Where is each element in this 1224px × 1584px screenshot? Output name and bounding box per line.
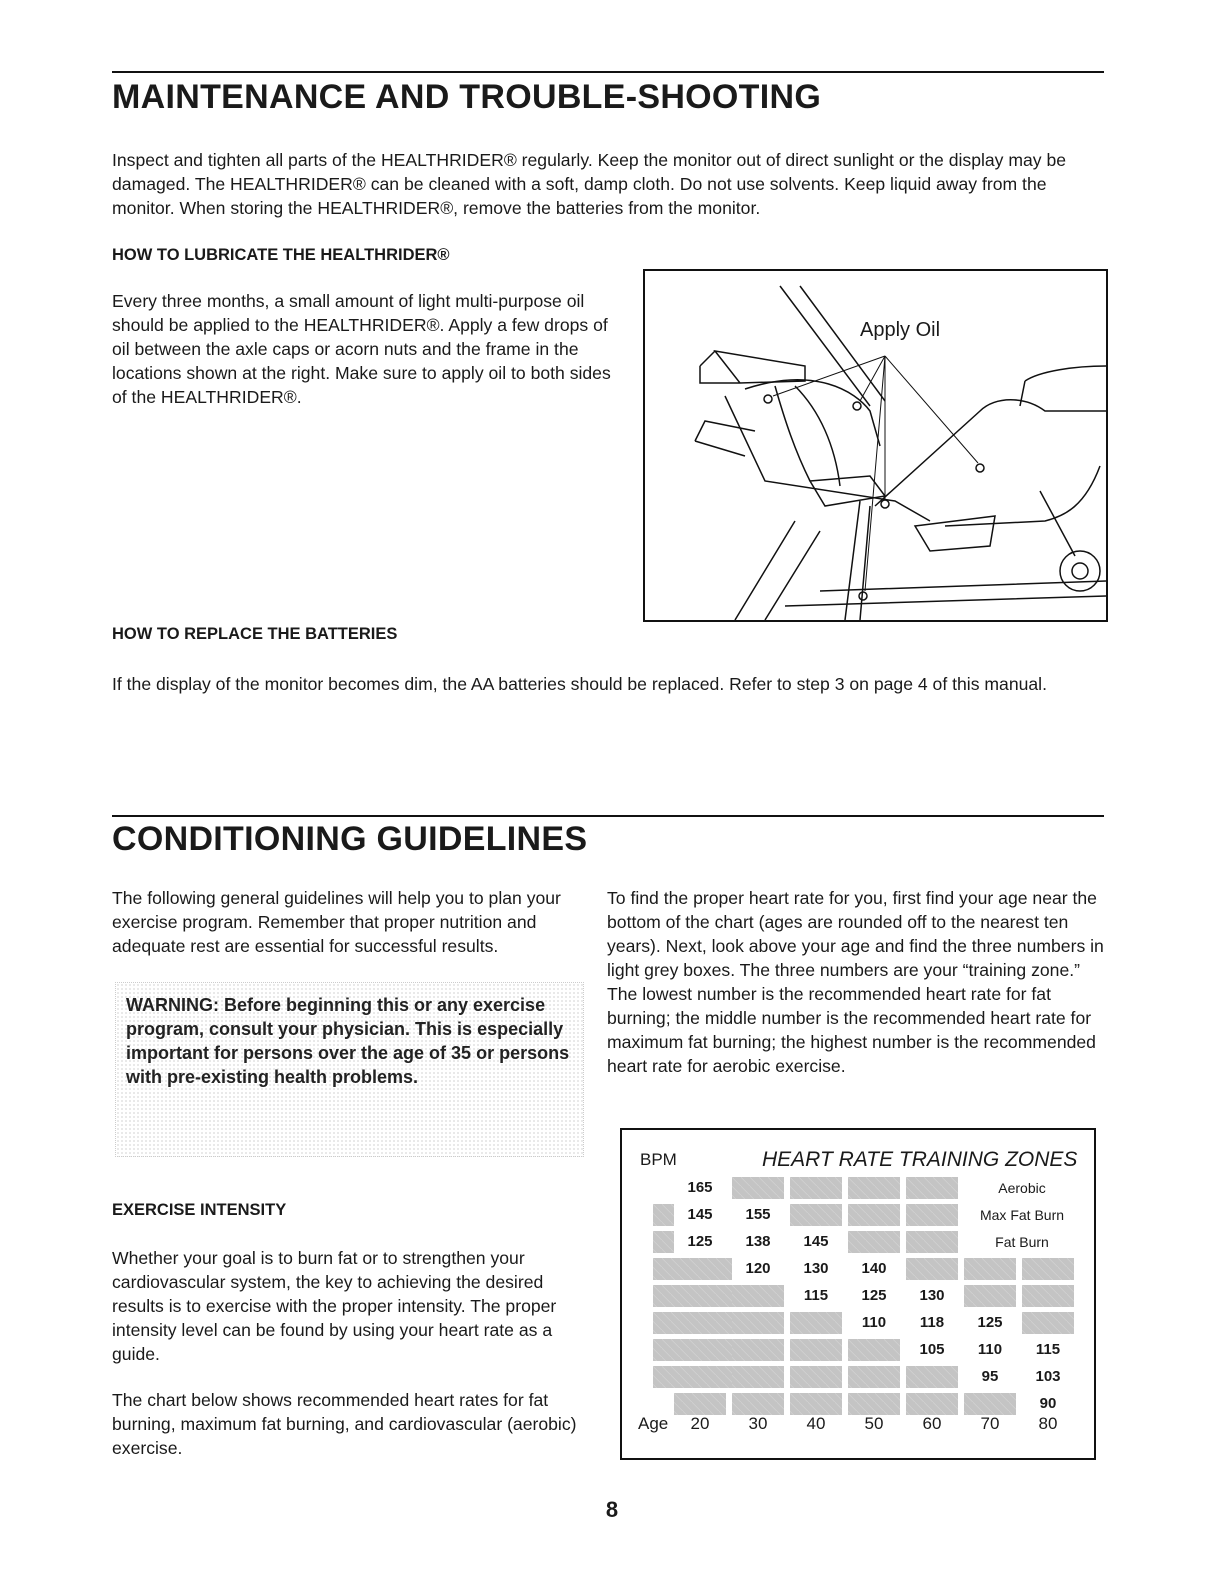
grey-cell (653, 1312, 732, 1334)
heart-rate-value: 138 (745, 1233, 771, 1250)
heart-rate-value: 115 (1035, 1341, 1061, 1358)
page-number: 8 (605, 1497, 619, 1522)
grey-cell (848, 1231, 900, 1253)
grey-cell (1022, 1312, 1074, 1334)
grey-cell (964, 1393, 1016, 1415)
intensity-heading: EXERCISE INTENSITY (112, 1201, 287, 1219)
grey-cell (848, 1366, 900, 1388)
batteries-text: If the display of the monitor becomes dim, the AA batteries should be replaced. Refer to step 3 on page 4 of this manual. (112, 674, 1047, 694)
age-label: Age (638, 1414, 669, 1433)
chart-intro-text: The chart below shows recommended heart rates for fat burning, maximum fat burning, and cardiovascular (aerobic) exercise. (112, 1390, 577, 1458)
age-tick-label: 50 (864, 1414, 884, 1433)
grey-cell (906, 1231, 958, 1253)
grey-cell (848, 1393, 900, 1415)
lubricate-heading: HOW TO LUBRICATE THE HEALTHRIDER® (112, 246, 450, 264)
grey-cell (653, 1339, 732, 1361)
grey-cell (906, 1366, 958, 1388)
grey-cell (790, 1366, 842, 1388)
section-rule (112, 815, 1104, 817)
heart-rate-value: 125 (977, 1314, 1003, 1331)
grey-cell (848, 1204, 900, 1226)
apply-oil-label: Apply Oil (860, 319, 941, 341)
grey-cell (964, 1258, 1016, 1280)
grey-cell (653, 1258, 732, 1280)
grey-cell (906, 1204, 958, 1226)
heart-rate-value: 103 (1035, 1368, 1061, 1385)
heart-rate-value: 110 (977, 1341, 1003, 1358)
grey-cell (653, 1366, 732, 1388)
heart-rate-value: 115 (803, 1287, 829, 1304)
heart-rate-value: 145 (687, 1206, 713, 1223)
warning-text: WARNING: Before beginning this or any exercise program, consult your physician. This is especially important for persons over the age of 35 or persons with pre-existing health problems. (126, 995, 570, 1087)
conditioning-title: CONDITIONING GUIDELINES (112, 820, 588, 858)
heart-rate-value: 125 (687, 1233, 713, 1250)
heart-rate-value: 130 (803, 1260, 829, 1277)
grey-cell (653, 1285, 732, 1307)
heart-rate-value: 95 (981, 1368, 999, 1385)
legend-0: Aerobic (998, 1180, 1046, 1196)
grey-cell (906, 1258, 958, 1280)
heart-rate-value: 140 (861, 1260, 887, 1277)
grey-cell (732, 1366, 784, 1388)
grey-cell (732, 1285, 784, 1307)
heart-rate-value: 145 (803, 1233, 829, 1250)
batteries-heading: HOW TO REPLACE THE BATTERIES (112, 625, 398, 643)
heart-rate-chart (620, 1128, 1096, 1460)
warning-box (115, 982, 584, 1157)
age-tick-label: 20 (690, 1414, 710, 1433)
heart-rate-value: 110 (861, 1314, 887, 1331)
heart-rate-value: 105 (919, 1341, 945, 1358)
grey-cell (653, 1231, 674, 1253)
lubrication-figure (643, 269, 1108, 622)
age-tick-label: 30 (748, 1414, 768, 1433)
grey-cell (790, 1204, 842, 1226)
heart-rate-value: 125 (861, 1287, 887, 1304)
grey-cell (732, 1177, 784, 1199)
heart-rate-value: 120 (745, 1260, 771, 1277)
age-tick-label: 80 (1038, 1414, 1058, 1433)
intensity-text: Whether your goal is to burn fat or to strengthen your cardiovascular system, the key to achieving the desired results is to exercise with the proper intensity. The proper intensity level can be found by using your heart rate as a guide. (112, 1248, 557, 1364)
legend-1: Max Fat Burn (979, 1207, 1065, 1223)
grey-cell (674, 1393, 726, 1415)
grey-cell (732, 1393, 784, 1415)
maintenance-title: MAINTENANCE AND TROUBLE-SHOOTING (112, 78, 822, 116)
grey-cell (790, 1312, 842, 1334)
age-tick-label: 40 (806, 1414, 826, 1433)
grey-cell (906, 1177, 958, 1199)
grey-cell (653, 1204, 674, 1226)
grey-cell (790, 1177, 842, 1199)
bpm-label: BPM (640, 1150, 677, 1169)
grey-cell (1022, 1285, 1074, 1307)
grey-cell (1022, 1258, 1074, 1280)
legend-2: Fat Burn (995, 1234, 1049, 1250)
heart-rate-value: 90 (1039, 1395, 1057, 1412)
heart-rate-value: 118 (919, 1314, 945, 1331)
grey-cell (790, 1393, 842, 1415)
grey-cell (848, 1339, 900, 1361)
maintenance-intro: Inspect and tighten all parts of the HEALTHRIDER® regularly. Keep the monitor out of direct sunlight or the display may be damaged. The HEALTHRIDER® can be cleaned with a soft, damp cloth. Do not use solvents. Keep liquid away from the monitor. When storing the HEALTHRIDER®, remove the batteries from the monitor. (112, 150, 1067, 218)
grey-cell (964, 1285, 1016, 1307)
right-column-text: To find the proper heart rate for you, first find your age near the bottom of the chart (ages are rounded off to the nearest ten years). Next, look above your age and find the three numbers in light grey boxes. The three numbers are your “training zone.” The lowest number is the recommended heart rate for fat burning; the middle number is the recommended heart rate for maximum fat burning; the highest number is the recommended heart rate for aerobic exercise. (607, 888, 1104, 1076)
chart-title: HEART RATE TRAINING ZONES (762, 1148, 1078, 1171)
heart-rate-value: 130 (919, 1287, 945, 1304)
conditioning-intro: The following general guidelines will help you to plan your exercise program. Remember that proper nutrition and adequate rest are essential for successful results. (112, 888, 561, 956)
grey-cell (732, 1339, 784, 1361)
lubricate-text: Every three months, a small amount of light multi-purpose oil should be applied to the HEALTHRIDER®. Apply a few drops of oil between the axle caps or acorn nuts and the frame in the locations shown at the right. Make sure to apply oil to both sides of the HEALTHRIDER®. (112, 291, 611, 407)
heart-rate-value: 165 (687, 1179, 713, 1196)
age-tick-label: 60 (922, 1414, 942, 1433)
section-rule (112, 71, 1104, 73)
grey-cell (732, 1312, 784, 1334)
heart-rate-value: 155 (745, 1206, 771, 1223)
age-tick-label: 70 (980, 1414, 1000, 1433)
grey-cell (848, 1177, 900, 1199)
grey-cell (790, 1339, 842, 1361)
grey-cell (906, 1393, 958, 1415)
